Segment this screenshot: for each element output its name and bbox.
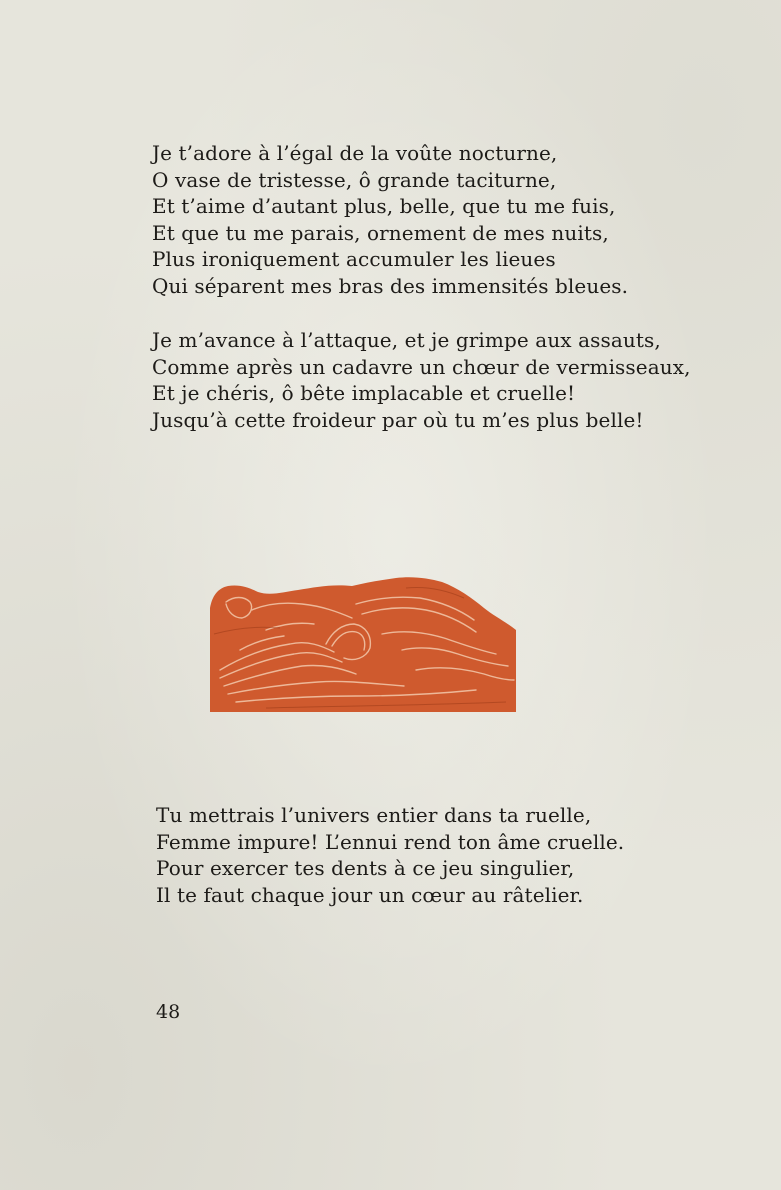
- poem-line: Et que tu me parais, ornement de mes nuits,: [152, 220, 609, 245]
- poem-line: Et t’aime d’autant plus, belle, que tu me fuis,: [152, 194, 616, 219]
- poem-line: Comme après un cadavre un chœur de vermisseaux,: [152, 354, 691, 379]
- poem-line: Qui séparent mes bras des immensités bleues.: [152, 273, 629, 298]
- poem-stanza-2: [152, 327, 691, 433]
- poem-line: Je m’avance à l’attaque, et je grimpe aux assauts,: [152, 328, 661, 352]
- page-number: 48: [156, 1001, 181, 1023]
- poem-line: Je t’adore à l’égal de la voûte nocturne,: [152, 141, 558, 165]
- poem-line: Pour exercer tes dents à ce jeu singulier,: [156, 856, 575, 881]
- poem-line: Tu mettrais l’univers entier dans ta ruelle,: [156, 803, 592, 827]
- poem-line: Jusqu’à cette froideur par où tu m’es plus belle!: [152, 407, 644, 432]
- engraving-block: [210, 577, 516, 712]
- poem-line: Il te faut chaque jour un cœur au râtelier.: [156, 882, 584, 907]
- poem-line: Et je chéris, ô bête implacable et cruelle!: [152, 381, 576, 406]
- poem-line: O vase de tristesse, ô grande taciturne,: [152, 167, 557, 192]
- poem-line: Femme impure! L’ennui rend ton âme cruelle.: [156, 829, 625, 854]
- poem-stanza-1: [152, 140, 628, 300]
- poem-stanza-3: [156, 802, 624, 908]
- poem-line: Plus ironiquement accumuler les lieues: [152, 247, 556, 272]
- reclining-figure-engraving-icon: [206, 574, 518, 714]
